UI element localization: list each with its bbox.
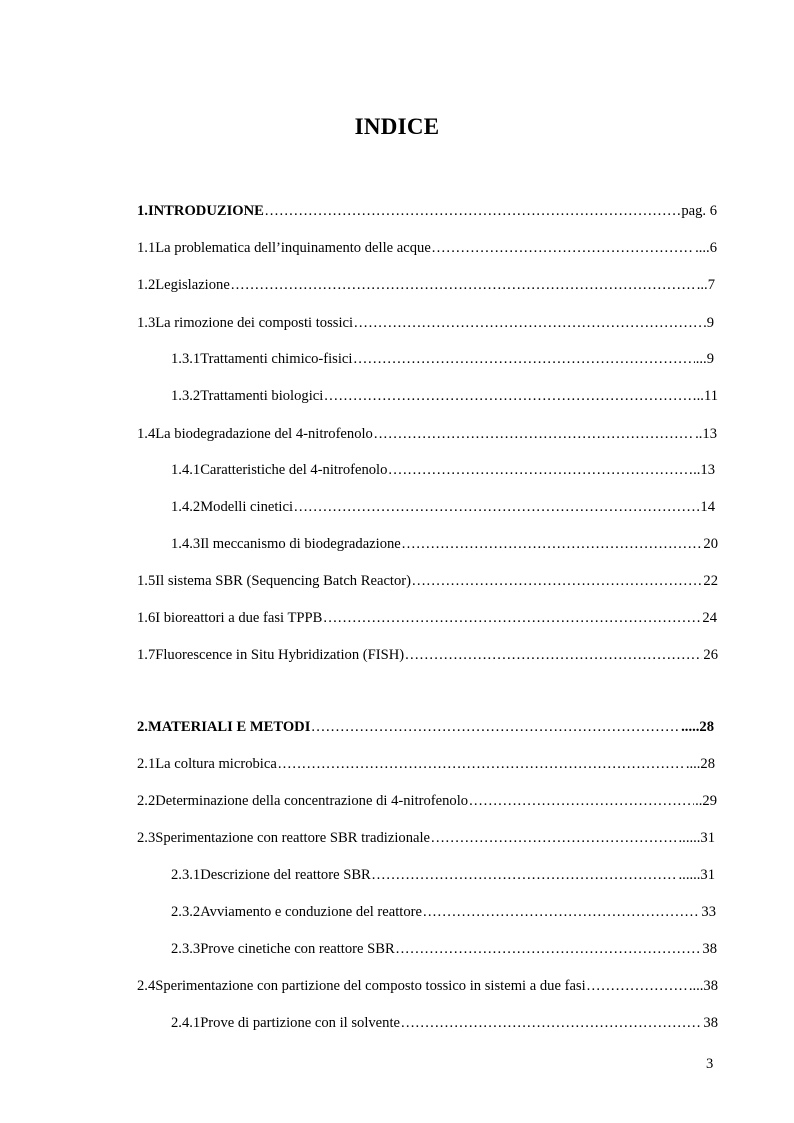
toc-label: Fluorescence in Situ Hybridization (FISH) — [155, 647, 405, 663]
toc-number: 1.3 — [137, 315, 156, 331]
toc-entry-2-1 — [137, 754, 715, 774]
toc-leader — [396, 939, 702, 959]
toc-page: ...9 — [695, 351, 714, 367]
toc-label: La biodegradazione del 4-nitrofenolo — [155, 426, 373, 442]
toc-label: MATERIALI E METODI — [147, 719, 311, 735]
toc-leader — [401, 1013, 702, 1033]
toc-label: Determinazione della concentrazione di 4-nitrofenolo — [155, 793, 469, 809]
toc-page: 14 — [700, 499, 715, 515]
toc-number: 2.1 — [137, 756, 156, 772]
toc-leader — [353, 349, 694, 369]
toc-label: Caratteristiche del 4-nitrofenolo — [200, 462, 388, 478]
toc-entry-1-6 — [137, 608, 717, 628]
toc-label: Descrizione del reattore SBR — [200, 867, 371, 883]
toc-label: La rimozione dei composti tossici — [155, 315, 354, 331]
toc-page: 9 — [706, 315, 714, 331]
toc-number: 1.1 — [137, 240, 156, 256]
toc-number: 1.7 — [137, 647, 156, 663]
toc-number: 1.4.3 — [171, 536, 201, 552]
toc-number: 1.3.1 — [171, 351, 201, 367]
toc-entry-1-1 — [137, 238, 717, 258]
toc-number: 2. — [137, 719, 148, 735]
toc-entry-1-3-1 — [171, 349, 714, 369]
toc-entry-1-7 — [137, 645, 718, 665]
toc-entry-1-2 — [137, 275, 715, 295]
toc-page: ......31 — [678, 830, 715, 846]
toc-number: 1.4 — [137, 426, 156, 442]
toc-leader — [587, 976, 688, 996]
toc-label: La coltura microbica — [155, 756, 277, 772]
toc-page: ..13 — [693, 462, 715, 478]
toc-entry-2-3 — [137, 828, 715, 848]
toc-leader — [231, 275, 696, 295]
toc-page: 26 — [703, 647, 718, 663]
toc-number: 1.4.1 — [171, 462, 201, 478]
toc-page: ....6 — [695, 240, 717, 256]
toc-leader — [278, 754, 685, 774]
toc-entry-1-3-2 — [171, 386, 718, 406]
toc-entry-2-2 — [137, 791, 717, 811]
toc-number: 1.3.2 — [171, 388, 201, 404]
toc-number: 2.4.1 — [171, 1015, 201, 1031]
toc-leader — [374, 424, 694, 444]
toc-entry-1 — [137, 201, 717, 221]
toc-leader — [423, 902, 700, 922]
toc-label: Prove di partizione con il solvente — [200, 1015, 400, 1031]
toc-label: Avviamento e conduzione del reattore — [200, 904, 422, 920]
toc-number: 1.4.2 — [171, 499, 201, 515]
toc-leader — [372, 865, 678, 885]
toc-leader — [324, 386, 695, 406]
toc-page: .....28 — [681, 719, 714, 735]
toc-number: 1.6 — [137, 610, 156, 626]
page-title: INDICE — [354, 114, 440, 139]
toc-number: 2.3.2 — [171, 904, 201, 920]
toc-number: 1. — [137, 203, 148, 219]
toc-label: Trattamenti biologici — [200, 388, 324, 404]
toc-label: La problematica dell’inquinamento delle acque — [155, 240, 431, 256]
toc-page: 24 — [702, 610, 717, 626]
toc-number: 2.4 — [137, 978, 156, 994]
toc-label: I bioreattori a due fasi TPPB — [155, 610, 323, 626]
toc-entry-1-4-2 — [171, 497, 715, 517]
toc-entry-2-3-3 — [171, 939, 717, 959]
toc-page: pag. 6 — [681, 203, 717, 219]
toc-page: ..13 — [695, 426, 717, 442]
toc-leader — [402, 534, 703, 554]
toc-entry-2-3-2 — [171, 902, 716, 922]
toc-label: Prove cinetiche con reattore SBR — [200, 941, 395, 957]
toc-label: Sperimentazione con partizione del composto tossico in sistemi a due fasi — [155, 978, 586, 994]
toc-entry-1-4 — [137, 424, 717, 444]
toc-leader — [388, 460, 692, 480]
toc-page: 20 — [703, 536, 718, 552]
toc-page: ......31 — [678, 867, 715, 883]
toc-entry-2-4 — [137, 976, 718, 996]
toc-page: 22 — [703, 573, 718, 589]
toc-label: Legislazione — [155, 277, 230, 293]
toc-entry-1-5 — [137, 571, 718, 591]
toc-leader — [354, 313, 706, 333]
toc-number: 2.3 — [137, 830, 156, 846]
toc-label: Modelli cinetici — [200, 499, 293, 515]
toc-number: 2.3.3 — [171, 941, 201, 957]
toc-number: 2.3.1 — [171, 867, 201, 883]
toc-label: Il sistema SBR (Sequencing Batch Reactor) — [155, 573, 411, 589]
toc-entry-1-4-3 — [171, 534, 718, 554]
toc-leader — [412, 571, 702, 591]
toc-leader — [323, 608, 701, 628]
toc-leader — [432, 238, 694, 258]
toc-page: ....38 — [688, 978, 718, 994]
toc-entry-2-3-1 — [171, 865, 715, 885]
toc-page: 33 — [701, 904, 716, 920]
toc-page: ..29 — [695, 793, 717, 809]
toc-leader — [469, 791, 694, 811]
toc-label: Trattamenti chimico-fisici — [200, 351, 353, 367]
toc-label: INTRODUZIONE — [147, 203, 264, 219]
toc-page: ...7 — [696, 277, 715, 293]
toc-page: 38 — [702, 941, 717, 957]
toc-leader — [311, 717, 680, 737]
toc-leader — [405, 645, 702, 665]
toc-leader — [431, 828, 678, 848]
toc-page: 38 — [703, 1015, 718, 1031]
toc-leader — [265, 201, 680, 221]
toc-number: 1.2 — [137, 277, 156, 293]
toc-number: 2.2 — [137, 793, 156, 809]
page-number: 3 — [706, 1056, 714, 1072]
toc-page: ....28 — [685, 756, 715, 772]
toc-entry-1-4-1 — [171, 460, 715, 480]
toc-page: ..11 — [696, 388, 718, 404]
toc-label: Sperimentazione con reattore SBR tradizionale — [155, 830, 431, 846]
toc-entry-2 — [137, 717, 714, 737]
toc-leader — [294, 497, 699, 517]
toc-number: 1.5 — [137, 573, 156, 589]
toc-label: Il meccanismo di biodegradazione — [200, 536, 401, 552]
toc-entry-1-3 — [137, 313, 714, 333]
toc-entry-2-4-1 — [171, 1013, 718, 1033]
